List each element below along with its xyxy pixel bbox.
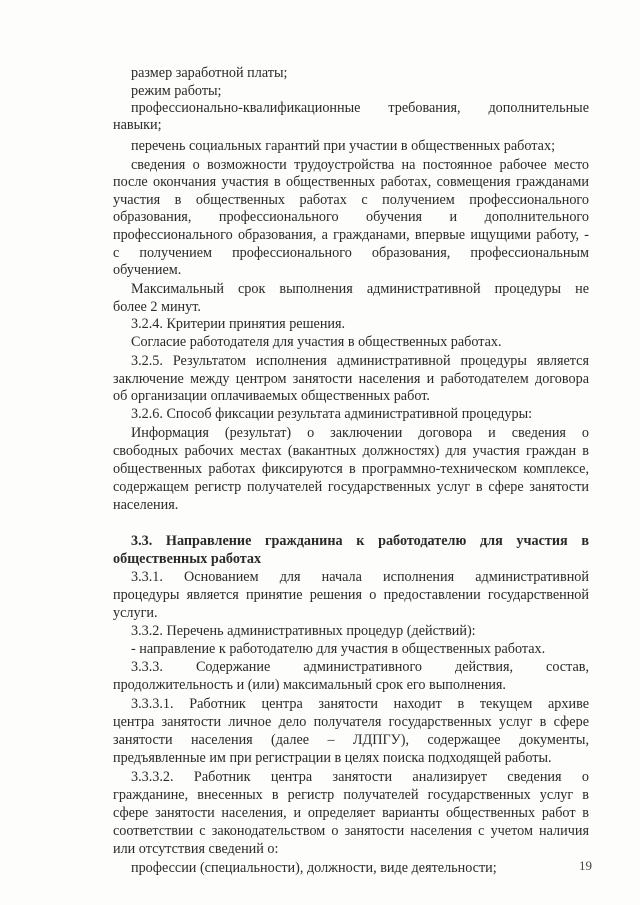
text-line: 3.3.2. Перечень административных процедур (действий): bbox=[131, 623, 476, 639]
text-line: сведения о возможности трудоустройства на постоянное рабочее место bbox=[131, 157, 589, 173]
text-line: соответствии с законодательством о занятости населения с учетом наличия bbox=[113, 823, 589, 839]
section-heading-line: общественных работах bbox=[113, 551, 262, 567]
text-line: 3.2.5. Результатом исполнения административной процедуры является bbox=[131, 353, 589, 369]
text-line: профессионального образования, а гражданами, впервые ищущими работу, - bbox=[113, 227, 589, 243]
text-line: перечень социальных гарантий при участии в общественных работах; bbox=[131, 138, 556, 154]
text-line: населения. bbox=[113, 497, 179, 513]
text-line: об организации оплачиваемых общественных работ. bbox=[113, 388, 430, 404]
text-line: центра занятости личное дело получателя государственных услуг в сфере bbox=[113, 714, 589, 730]
text-line: Максимальный срок выполнения административной процедуры не bbox=[131, 281, 589, 297]
text-line: после окончания участия в общественных работах, совмещения гражданами bbox=[113, 174, 589, 190]
text-line: профессии (специальности), должности, виде деятельности; bbox=[131, 860, 497, 876]
text-line: занятости населения (далее – ЛДПГУ), содержащее документы, bbox=[113, 732, 589, 748]
text-line: более 2 минут. bbox=[113, 299, 201, 315]
text-line: 3.3.1. Основанием для начала исполнения административной bbox=[131, 569, 589, 585]
text-line: услуги. bbox=[113, 605, 158, 621]
text-line: свободных рабочих местах (вакантных должностях) для участия граждан в bbox=[113, 443, 589, 459]
text-line: Согласие работодателя для участия в общественных работах. bbox=[131, 334, 502, 350]
text-line: режим работы; bbox=[131, 83, 222, 99]
text-line: 3.3.3.1. Работник центра занятости находит в текущем архиве bbox=[131, 696, 589, 712]
page-number: 19 bbox=[579, 858, 592, 873]
text-line: 3.3.3.2. Работник центра занятости анализирует сведения о bbox=[131, 769, 589, 785]
text-line: профессионально-квалификационные требования, дополнительные bbox=[131, 100, 589, 116]
text-line: навыки; bbox=[113, 117, 162, 133]
text-line: общественных работах фиксируются в программно-техническом комплексе, bbox=[113, 461, 589, 477]
text-line: продолжительность и (или) максимальный срок его выполнения. bbox=[113, 677, 506, 693]
text-line: гражданине, внесенных в регистр получателей государственных услуг в bbox=[113, 787, 589, 803]
text-line: содержащем регистр получателей государственных услуг в сфере занятости bbox=[113, 479, 589, 495]
text-line: 3.2.4. Критерии принятия решения. bbox=[131, 316, 346, 332]
text-line: Информация (результат) о заключении договора и сведения о bbox=[131, 425, 589, 441]
text-line: с получением профессионального образования, профессиональным bbox=[113, 245, 589, 261]
text-line: 3.3.3. Содержание административного действия, состав, bbox=[131, 659, 589, 675]
text-line: размер заработной платы; bbox=[131, 65, 288, 81]
text-line: или отсутствия сведений о: bbox=[113, 841, 279, 857]
text-line: образования, профессионального обучения и дополнительного bbox=[113, 209, 589, 225]
text-line: - направление к работодателю для участия в общественных работах. bbox=[131, 641, 546, 657]
text-line: предъявленные им при регистрации в целях поиска подходящей работы. bbox=[113, 750, 552, 766]
text-line: процедуры является принятие решения о предоставлении государственной bbox=[113, 587, 589, 603]
text-line: заключение между центром занятости населения и работодателем договора bbox=[113, 371, 589, 387]
text-line: 3.2.6. Способ фиксации результата административной процедуры: bbox=[131, 406, 533, 422]
text-line: участия в общественных работах с получением профессионального bbox=[113, 192, 589, 208]
section-heading-line: 3.3. Направление гражданина к работодателю для участия в bbox=[131, 533, 589, 549]
text-line: обучением. bbox=[113, 262, 182, 278]
text-line: сфере занятости населения, и определяет варианты общественных работ в bbox=[113, 805, 589, 821]
